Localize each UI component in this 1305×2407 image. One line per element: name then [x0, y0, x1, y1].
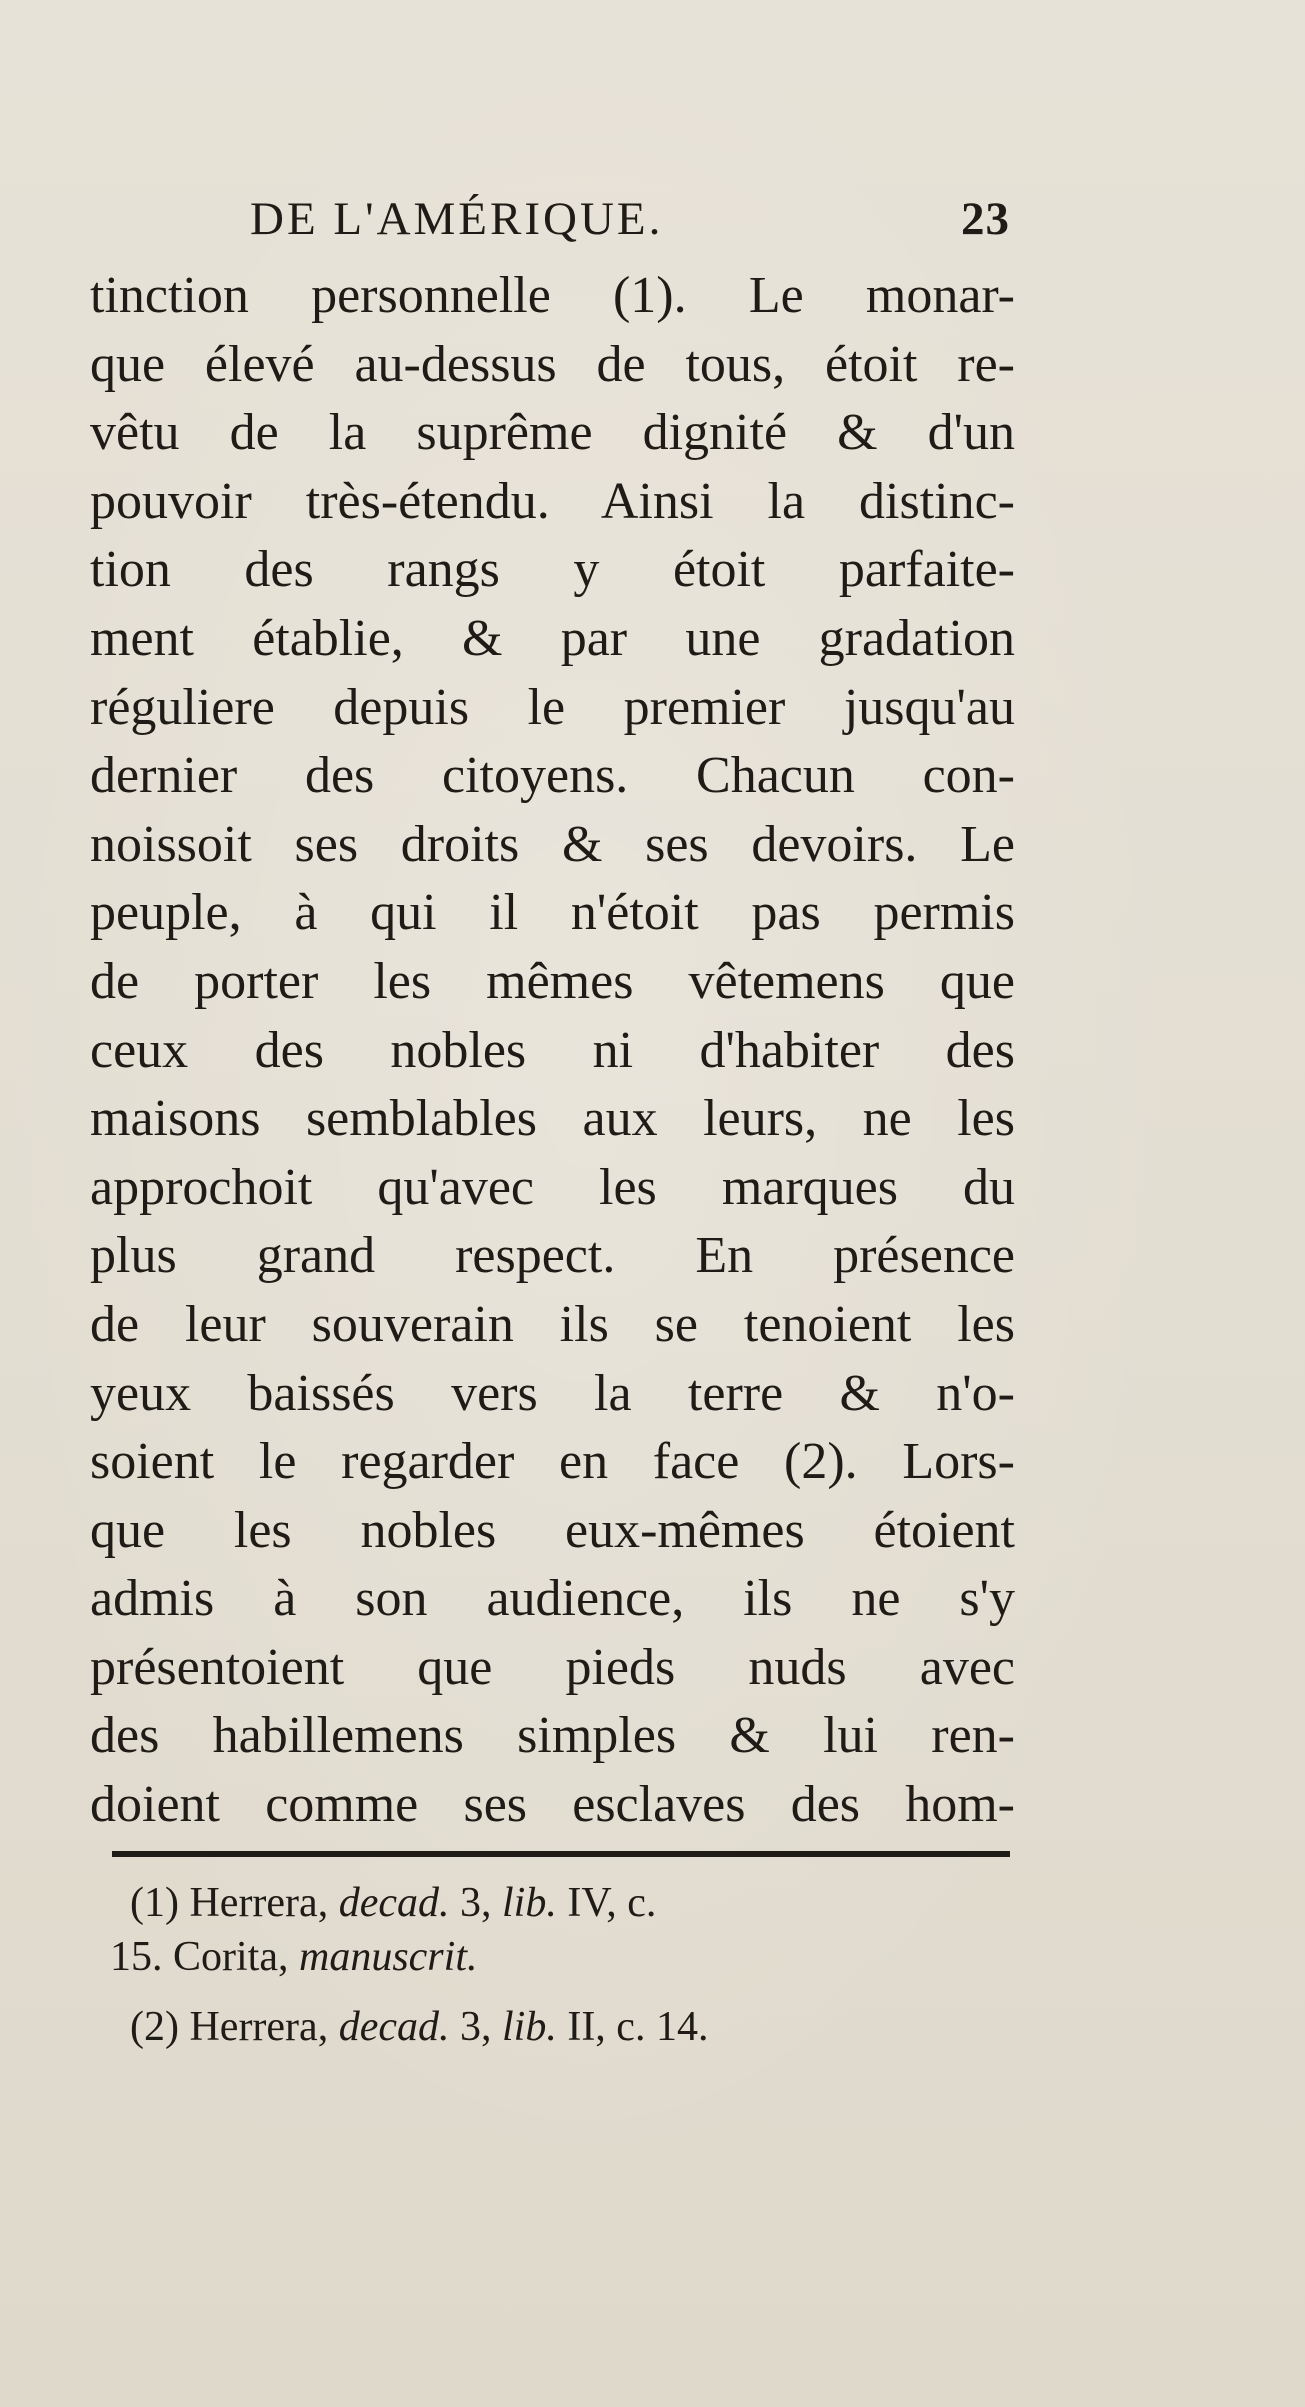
- footnote-1-cont: 15. Corita,: [110, 1934, 289, 1980]
- text-line: que les nobles eux-mêmes étoient: [90, 1501, 1015, 1559]
- text-line: présentoient que pieds nuds avec: [90, 1638, 1015, 1696]
- body-text: [90, 262, 1015, 1840]
- footnote-1-manuscrit: manuscrit.: [298, 1934, 478, 1980]
- text-line: noissoit ses droits & ses devoirs. Le: [90, 815, 1015, 873]
- footnote-2-decad: decad.: [338, 2004, 450, 2050]
- text-line: de leur souverain ils se tenoient les: [90, 1295, 1015, 1353]
- footnote-rule: [112, 1851, 1010, 1857]
- text-line: yeux baissés vers la terre & n'o-: [90, 1364, 1015, 1422]
- text-line: réguliere depuis le premier jusqu'au: [90, 678, 1015, 736]
- footnote-1-lib-end: IV, c.: [567, 1880, 657, 1926]
- text-line: plus grand respect. En présence: [90, 1227, 1015, 1285]
- text-line: maisons semblables aux leurs, ne les: [90, 1090, 1015, 1148]
- footnote-1-line-1: [130, 1876, 1030, 1930]
- text-line: vêtu de la suprême dignité & d'un: [90, 404, 1015, 462]
- footnote-2-decad-num: 3,: [459, 2004, 492, 2050]
- text-line: tion des rangs y étoit parfaite-: [90, 541, 1015, 599]
- text-line: pouvoir très-étendu. Ainsi la distinc-: [90, 472, 1015, 530]
- running-title: DE L'AMÉRIQUE.: [250, 193, 664, 245]
- text-line: peuple, à qui il n'étoit pas permis: [90, 884, 1015, 942]
- text-line: ceux des nobles ni d'habiter des: [90, 1021, 1015, 1079]
- running-head: [90, 192, 1020, 252]
- text-line: doient comme ses esclaves des hom-: [90, 1776, 1015, 1834]
- footnote-1-decad: decad.: [338, 1880, 450, 1926]
- text-line: de porter les mêmes vêtemens que: [90, 952, 1015, 1010]
- footnote-2-ref: (2) Herrera,: [130, 2004, 329, 2050]
- page-number: 23: [961, 193, 1010, 245]
- footnote-1-line-2: [110, 1930, 1030, 1984]
- footnote-1-decad-num: 3,: [459, 1880, 492, 1926]
- footnote-1-lib: lib.: [501, 1880, 557, 1926]
- footnote-2-lib: lib.: [501, 2004, 557, 2050]
- footnote-2: [130, 2000, 1030, 2054]
- text-line: ment établie, & par une gradation: [90, 609, 1015, 667]
- text-line: tinction personnelle (1). Le monar-: [90, 267, 1015, 324]
- text-line: approchoit qu'avec les marques du: [90, 1158, 1015, 1216]
- footnotes: [110, 1876, 1030, 2054]
- text-line: dernier des citoyens. Chacun con-: [90, 747, 1015, 805]
- text-line: soient le regarder en face (2). Lors-: [90, 1433, 1015, 1491]
- footnote-1-ref: (1) Herrera,: [130, 1880, 329, 1926]
- text-line: des habillemens simples & lui ren-: [90, 1707, 1015, 1765]
- footnote-2-end: II, c. 14.: [567, 2004, 709, 2050]
- text-line: admis à son audience, ils ne s'y: [90, 1570, 1015, 1628]
- text-line: que élevé au-dessus de tous, étoit re-: [90, 335, 1015, 393]
